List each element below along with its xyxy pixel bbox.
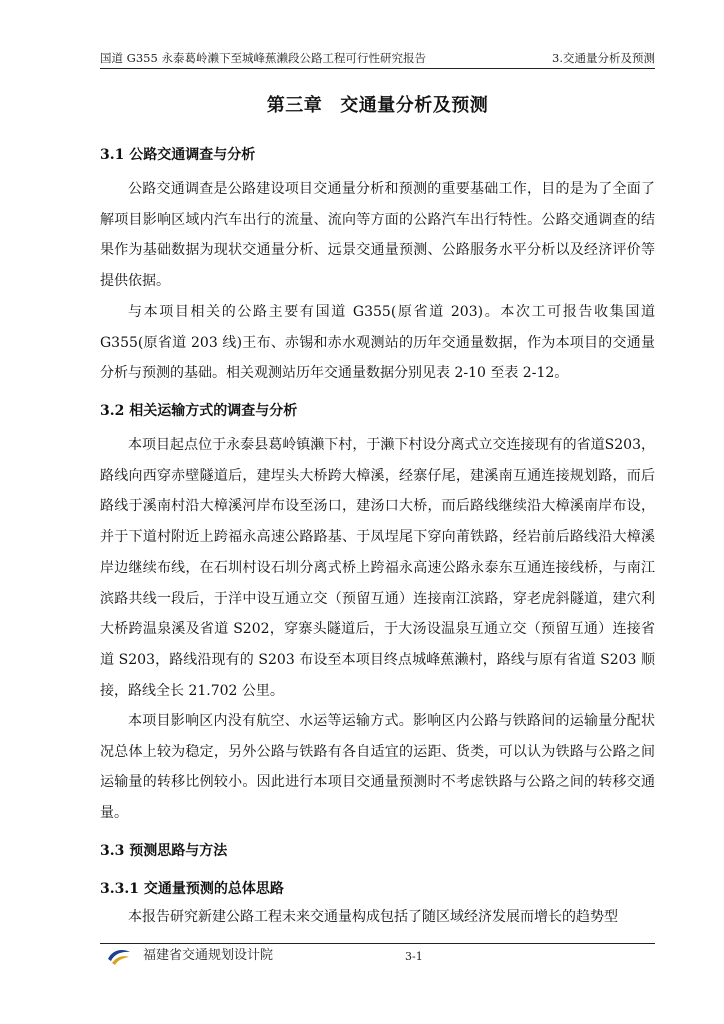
section-heading-3-1: 3.1 公路交通调查与分析 — [100, 147, 256, 163]
footer-page-number: 3-1 — [405, 950, 423, 963]
paragraph-traffic-survey: 公路交通调查是公路建设项目交通量分析和预测的重要基础工作，目的是为了全面了解项目影响区域内汽车出行的流量、流向等方面的公路汽车出行特性。公路交通调查的结果作为基础数据为现状交通量分析、远景交通量预测、公路服务水平分析以及经济评价等提供依据。 — [100, 181, 655, 290]
paragraph-other-transport: 本项目影响区内没有航空、水运等运输方式。影响区内公路与铁路间的运输量分配状况总体上较为稳定，另外公路与铁路有各自适宜的运距、货类，可以认为铁路与公路之间运输量的转移比例较小。因此进行本项目交通量预测时不考虑铁路与公路之间的转移交通量。 — [100, 713, 655, 822]
section-heading-3-3: 3.3 预测思路与方法 — [100, 843, 228, 859]
paragraph-forecast-intro: 本报告研究新建公路工程未来交通量构成包括了随区域经济发展而增长的趋势型 — [128, 909, 618, 925]
paragraph-related-roads: 与本项目相关的公路主要有国道 G355(原省道 203)。本次工可报告收集国道G355(原省道 203 线)王布、赤锡和赤水观测站的历年交通量数据，作为本项目的交通量分析与预测的基础。相关观测站历年交通量数据分别见表 2-10 至表 2-12。 — [100, 304, 655, 382]
header-report-title: 国道 G355 永泰葛岭濑下至城峰蕉濑段公路工程可行性研究报告 — [100, 51, 426, 65]
section-heading-3-3-1: 3.3.1 交通量预测的总体思路 — [100, 881, 284, 897]
chapter-number: 第三章 — [266, 95, 323, 116]
running-header — [100, 48, 655, 69]
institute-logo-icon — [106, 946, 132, 966]
header-chapter-label: 3.交通量分析及预测 — [552, 51, 655, 65]
footer-rule — [100, 943, 655, 944]
chapter-title — [100, 92, 655, 120]
paragraph-route-description: 本项目起点位于永泰县葛岭镇濑下村，于濑下村设分离式立交连接现有的省道S203，路线向西穿赤壁隧道后，建埕头大桥跨大樟溪，经寨仔尾，建溪南互通连接规划路，而后路线于溪南村沿大樟溪河岸布设至汤口，建汤口大桥，而后路线继续沿大樟溪南岸布设，并于下道村附近上跨福永高速公路路基、于凤埕尾下穿向莆铁路，经岩前后路线沿大樟溪岸边继续布线，在石圳村设石圳分离式桥上跨福永高速公路永泰东互通连接线桥，与南江滨路共线一段后，于洋中设互通立交（预留互通）连接南江滨路，穿老虎斜隧道，建穴利大桥跨温泉溪及省道 S202，穿寨头隧道后，于大汤设温泉互通立交（预留互通）连接省道 S203，路线沿现有的 S203 布设至本项目终点城峰蕉濑村，路线与原有省道 S203 顺接，路线全长 21.702 公里。 — [100, 437, 655, 699]
chapter-name: 交通量分析及预测 — [340, 95, 489, 116]
section-heading-3-2: 3.2 相关运输方式的调查与分析 — [100, 403, 298, 419]
footer-organization: 福建省交通规划设计院 — [143, 948, 274, 963]
